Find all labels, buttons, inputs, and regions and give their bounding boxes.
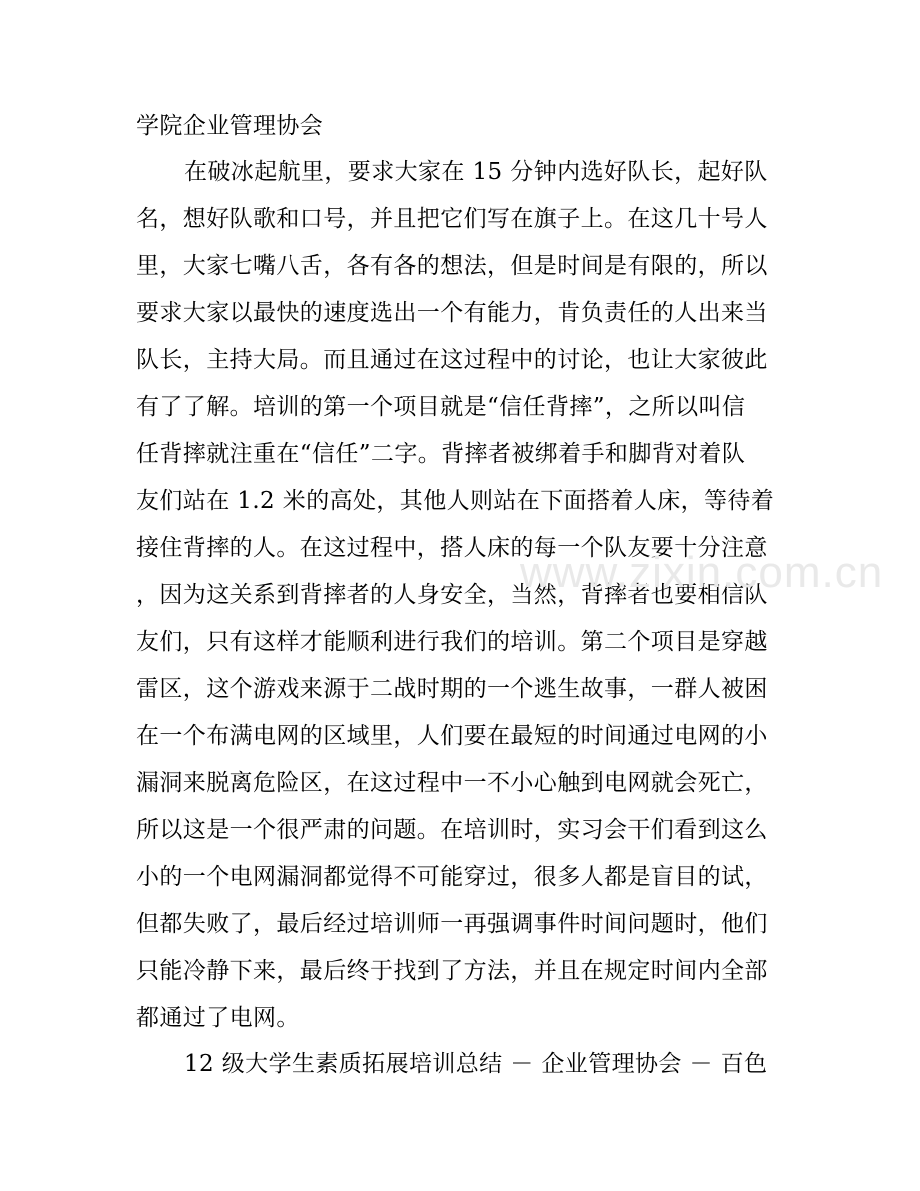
paragraph-line-2: 名，想好队歌和口号，并且把它们写在旗子上。在这几十号人 bbox=[136, 206, 768, 232]
watermark: www.zixin.com.cn bbox=[520, 548, 884, 597]
paragraph-line-6: 有了了解。培训的第一个项目就是“信任背摔”，之所以叫信 bbox=[136, 394, 746, 420]
paragraph-line-18: 只能冷静下来，最后终于找到了方法，并且在规定时间内全部 bbox=[136, 958, 768, 984]
paragraph-line-7: 任背摔就注重在“信任”二字。背摔者被绑着手和脚背对着队 bbox=[136, 441, 746, 467]
paragraph-line-12: 雷区，这个游戏来源于二战时期的一个逃生故事，一群人被困 bbox=[136, 676, 768, 702]
footer-line: 12 级大学生素质拓展培训总结 － 企业管理协会 － 百色 bbox=[184, 1051, 768, 1077]
paragraph-line-5: 队长，主持大局。而且通过在这过程中的讨论，也让大家彼此 bbox=[136, 347, 768, 373]
paragraph-line-1: 在破冰起航里，要求大家在 15 分钟内选好队长，起好队 bbox=[184, 159, 768, 185]
paragraph-line-4: 要求大家以最快的速度选出一个有能力，肯负责任的人出来当 bbox=[136, 300, 768, 326]
paragraph-line-11: 友们，只有这样才能顺利进行我们的培训。第二个项目是穿越 bbox=[136, 629, 768, 655]
paragraph-line-16: 小的一个电网漏洞都觉得不可能穿过，很多人都是盲目的试， bbox=[136, 864, 768, 890]
paragraph-line-3: 里，大家七嘴八舌，各有各的想法，但是时间是有限的，所以 bbox=[136, 253, 768, 279]
paragraph-line-10: ，因为这关系到背摔者的人身安全，当然，背摔者也要相信队 bbox=[136, 582, 768, 608]
paragraph-line-13: 在一个布满电网的区域里，人们要在最短的时间通过电网的小 bbox=[136, 723, 768, 749]
paragraph-line-15: 所以这是一个很严肃的问题。在培训时，实习会干们看到这么 bbox=[136, 817, 768, 843]
paragraph-line-14: 漏洞来脱离危险区，在这过程中一不小心触到电网就会死亡， bbox=[136, 770, 768, 796]
paragraph-line-17: 但都失败了，最后经过培训师一再强调事件时间问题时，他们 bbox=[136, 911, 768, 937]
heading-line: 学院企业管理协会 bbox=[136, 113, 324, 139]
paragraph-line-8: 友们站在 1.2 米的高处，其他人则站在下面搭着人床，等待着 bbox=[136, 488, 775, 514]
paragraph-line-9: 接住背摔的人。在这过程中，搭人床的每一个队友要十分注意 bbox=[136, 535, 768, 561]
paragraph-line-19: 都通过了电网。 bbox=[136, 1005, 300, 1031]
